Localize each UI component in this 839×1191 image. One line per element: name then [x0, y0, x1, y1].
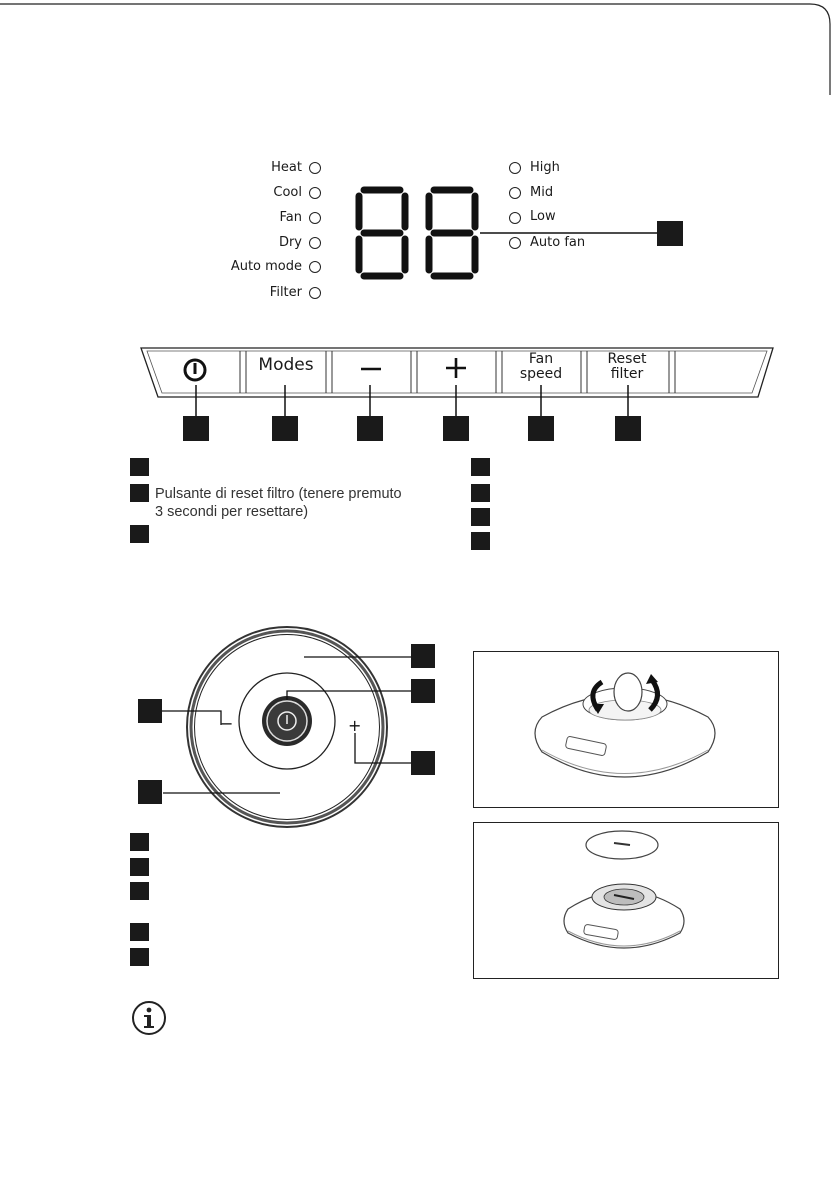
fan-speed-line1: Fan [528, 351, 554, 367]
legend-marker-3 [130, 525, 149, 543]
mode-label-filter: Filter [269, 285, 302, 300]
legend-marker-6 [471, 508, 490, 526]
legend-marker-2 [130, 484, 149, 502]
fan-led-high [509, 162, 521, 174]
mode-label-dry: Dry [278, 235, 302, 250]
dial-plus-mark: + [348, 716, 362, 735]
reset-filter-button[interactable] [591, 352, 663, 382]
legend-marker-7 [471, 532, 490, 550]
dial-legend-marker-2 [130, 858, 149, 876]
mode-led-heat [309, 162, 321, 174]
legend-text-2-line2: 3 secondi per resettare) [155, 504, 309, 520]
mode-label-heat: Heat [271, 160, 302, 175]
mode-label-fan: Fan [279, 210, 302, 225]
dial-minus-mark: − [220, 714, 234, 733]
cap-removed-drawing [474, 823, 778, 978]
mode-led-auto [309, 261, 321, 273]
legend-marker-4 [471, 458, 490, 476]
fan-led-mid [509, 187, 521, 199]
fan-label-mid: Mid [530, 185, 554, 200]
dial-legend-marker-3 [130, 882, 149, 900]
minus-button[interactable] [358, 358, 384, 382]
modes-button[interactable]: Modes [258, 355, 314, 375]
fan-label-low: Low [530, 209, 556, 224]
mode-led-cool [309, 187, 321, 199]
mode-label-auto: Auto mode [230, 259, 302, 274]
fan-label-auto-fan: Auto fan [530, 235, 586, 250]
minus-icon [358, 358, 384, 382]
legend-marker-5 [471, 484, 490, 502]
dial-legend-marker-5 [130, 948, 149, 966]
legend-text-2 [155, 485, 402, 521]
dial-legend-marker-1 [130, 833, 149, 851]
power-icon [180, 355, 210, 385]
seven-segment-display [352, 184, 482, 282]
top-border-rule [0, 0, 839, 95]
legend-marker-1 [130, 458, 149, 476]
cap-rotation-illustration [473, 651, 779, 808]
fan-speed-line2: speed [519, 366, 563, 382]
legend-text-2-line1: Pulsante di reset filtro (tenere premuto [155, 486, 402, 502]
dial-diagram [130, 625, 440, 840]
button-callouts [170, 385, 650, 442]
mode-led-fan [309, 212, 321, 224]
plus-button[interactable] [443, 355, 469, 381]
mode-led-dry [309, 237, 321, 249]
fan-speed-button[interactable] [505, 352, 577, 382]
cap-rotate-drawing [474, 652, 778, 807]
display-callout [480, 220, 690, 250]
fan-label-high: High [530, 160, 560, 175]
reset-filter-line1: Reset [607, 351, 647, 367]
cap-removed-illustration [473, 822, 779, 979]
power-button[interactable] [180, 355, 210, 385]
info-icon [131, 1000, 167, 1036]
dial-legend-marker-4 [130, 923, 149, 941]
mode-label-cool: Cool [273, 185, 302, 200]
plus-icon [443, 355, 469, 381]
mode-led-filter [309, 287, 321, 299]
reset-filter-line2: filter [610, 366, 644, 382]
